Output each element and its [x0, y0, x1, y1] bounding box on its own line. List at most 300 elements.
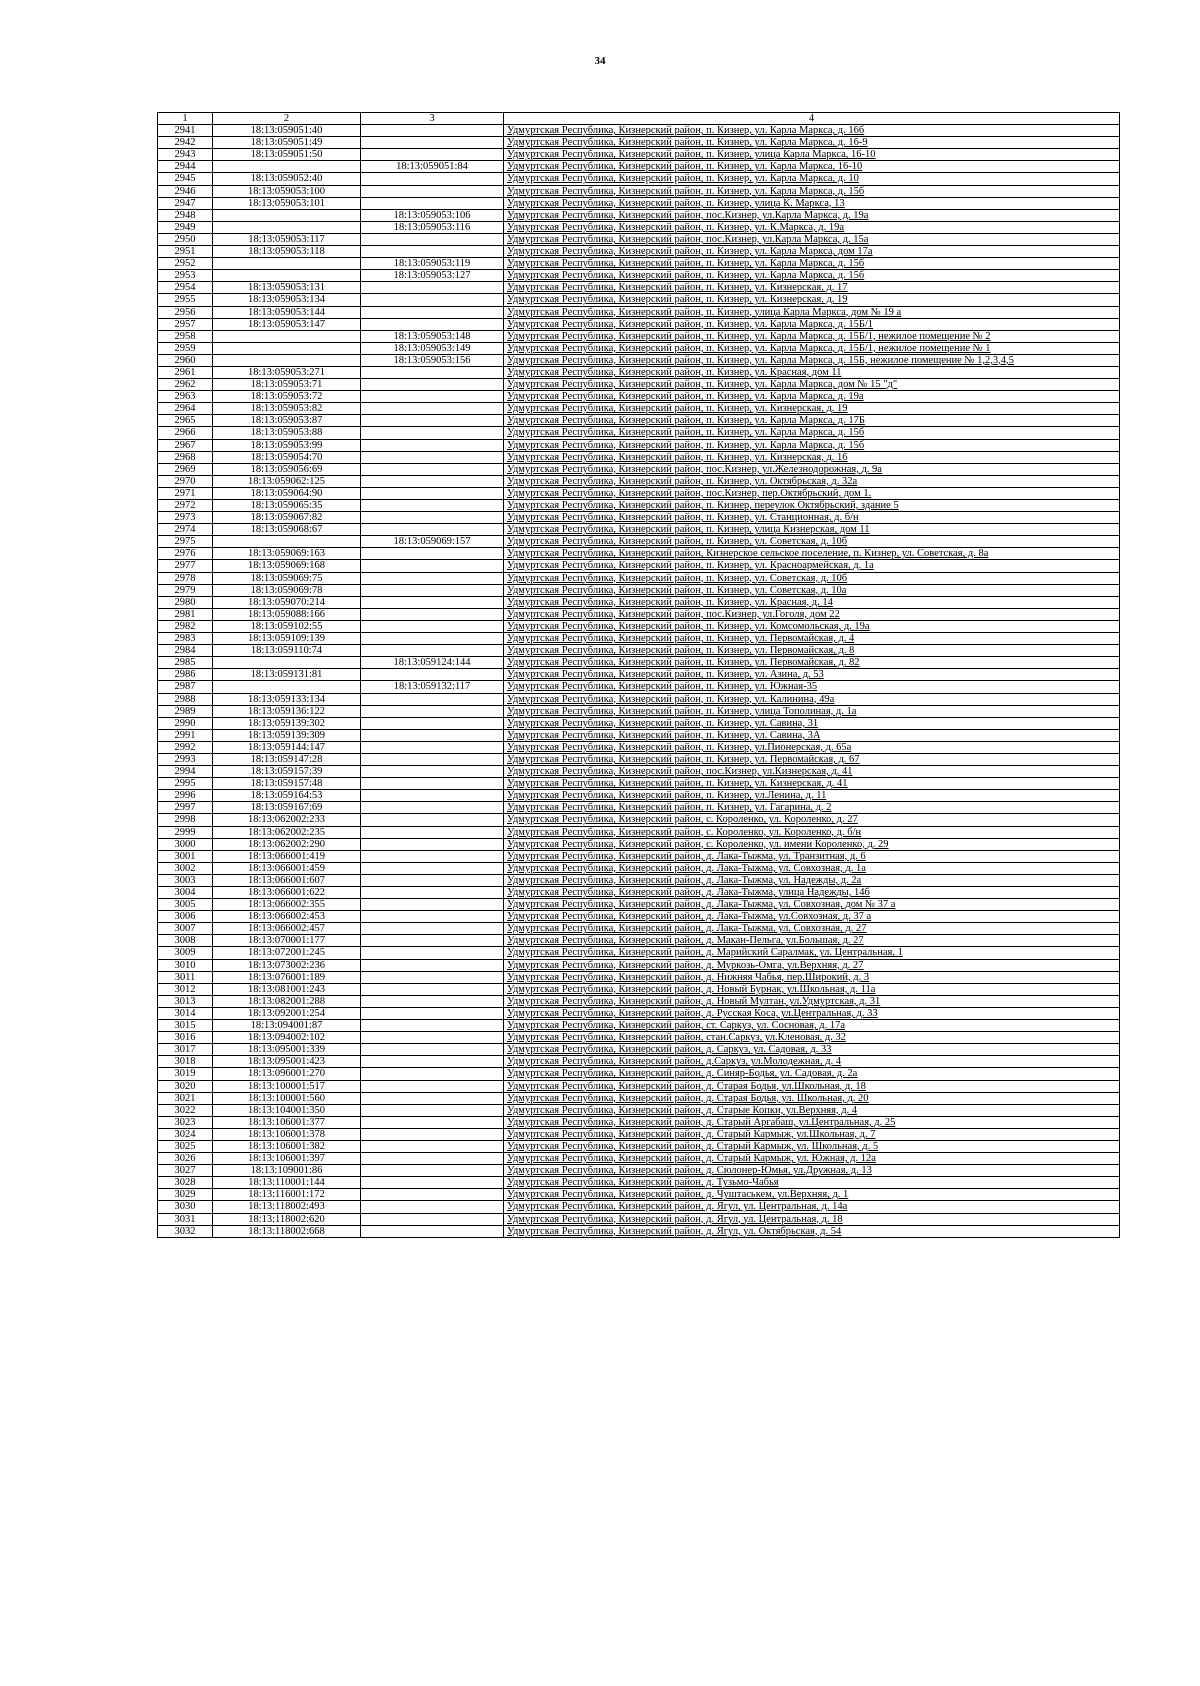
address-cell: Удмуртская Республика, Кизнерский район, д. Старая Бодья, ул. Школьная, д. 20	[504, 1092, 1120, 1104]
table-row	[158, 620, 1120, 632]
table-row	[158, 1104, 1120, 1116]
table-row	[158, 185, 1120, 197]
cadastral-number-cell: 18:13:096001:270	[213, 1068, 361, 1080]
row-number-cell: 2990	[158, 717, 213, 729]
cadastral-number-cell: 18:13:059053:99	[213, 439, 361, 451]
cadastral-number-cell: 18:13:062002:290	[213, 838, 361, 850]
row-number-cell: 2950	[158, 233, 213, 245]
cadastral-number-cell: 18:13:118002:493	[213, 1201, 361, 1213]
address-cell: Удмуртская Республика, Кизнерский район, д. Саркуз, ул. Садовая, д. 33	[504, 1044, 1120, 1056]
row-number-cell: 2997	[158, 802, 213, 814]
address-cell: Удмуртская Республика, Кизнерский район, п. Кизнер, улица Кизнерская, дом 11	[504, 524, 1120, 536]
address-cell: Удмуртская Республика, Кизнерский район, п. Кизнер, ул. Кизнерская, д. 16	[504, 451, 1120, 463]
cadastral-number-cell: 18:13:118002:620	[213, 1213, 361, 1225]
cadastral-number-cell: 18:13:059139:309	[213, 729, 361, 741]
address-cell: Удмуртская Республика, Кизнерский район, п. Кизнер, ул. Советская, д. 10а	[504, 584, 1120, 596]
row-number-cell: 2971	[158, 487, 213, 499]
address-cell: Удмуртская Республика, Кизнерский район, п. Кизнер, ул. Карла Маркса, д. 15б	[504, 439, 1120, 451]
address-cell: Удмуртская Республика, Кизнерский район, п. Кизнер, переулок Октябрьский, здание 5	[504, 500, 1120, 512]
cadastral-number-alt-cell	[361, 197, 504, 209]
row-number-cell: 2976	[158, 548, 213, 560]
row-number-cell: 2972	[158, 500, 213, 512]
cadastral-number-cell: 18:13:059139:302	[213, 717, 361, 729]
table-row	[158, 282, 1120, 294]
cadastral-number-cell: 18:13:066002:453	[213, 911, 361, 923]
row-number-cell: 2941	[158, 125, 213, 137]
cadastral-number-alt-cell	[361, 983, 504, 995]
table-row	[158, 415, 1120, 427]
cadastral-number-alt-cell	[361, 560, 504, 572]
cadastral-number-alt-cell	[361, 306, 504, 318]
table-row	[158, 608, 1120, 620]
row-number-cell: 2993	[158, 753, 213, 765]
address-cell: Удмуртская Республика, Кизнерский район, п. Кизнер, улица К. Маркса, 13	[504, 197, 1120, 209]
cadastral-number-cell: 18:13:104001:350	[213, 1104, 361, 1116]
cadastral-number-cell: 18:13:094002:102	[213, 1032, 361, 1044]
cadastral-number-alt-cell	[361, 246, 504, 258]
row-number-cell: 2999	[158, 826, 213, 838]
table-row	[158, 862, 1120, 874]
address-cell: Удмуртская Республика, Кизнерский район, п. Кизнер, ул. Советская, д. 10б	[504, 572, 1120, 584]
table-row	[158, 475, 1120, 487]
address-cell: Удмуртская Республика, Кизнерский район, п. Кизнер, ул. К.Маркса, д. 19а	[504, 221, 1120, 233]
cadastral-number-cell: 18:13:076001:189	[213, 971, 361, 983]
cadastral-number-alt-cell	[361, 584, 504, 596]
row-number-cell: 3020	[158, 1080, 213, 1092]
cadastral-number-cell: 18:13:092001:254	[213, 1007, 361, 1019]
table-row	[158, 427, 1120, 439]
table-row	[158, 633, 1120, 645]
table-row	[158, 584, 1120, 596]
cadastral-number-alt-cell	[361, 451, 504, 463]
table-row	[158, 1189, 1120, 1201]
row-number-cell: 2945	[158, 173, 213, 185]
cadastral-number-alt-cell	[361, 1201, 504, 1213]
table-row	[158, 1177, 1120, 1189]
cadastral-number-cell: 18:13:059147:28	[213, 753, 361, 765]
cadastral-number-alt-cell	[361, 887, 504, 899]
row-number-cell: 2966	[158, 427, 213, 439]
cadastral-number-cell	[213, 354, 361, 366]
cadastral-number-alt-cell	[361, 403, 504, 415]
address-cell: Удмуртская Республика, Кизнерский район, д. Макан-Пельга, ул.Большая, д. 27	[504, 935, 1120, 947]
cadastral-number-alt-cell	[361, 548, 504, 560]
row-number-cell: 3031	[158, 1213, 213, 1225]
row-number-cell: 2957	[158, 318, 213, 330]
table-row	[158, 729, 1120, 741]
cadastral-number-cell: 18:13:059056:69	[213, 463, 361, 475]
cadastral-number-alt-cell	[361, 826, 504, 838]
cadastral-number-cell: 18:13:059053:88	[213, 427, 361, 439]
address-cell: Удмуртская Республика, Кизнерский район, д. Синяр-Бодья, ул. Садовая, д. 2а	[504, 1068, 1120, 1080]
table-row	[158, 1044, 1120, 1056]
table-row	[158, 342, 1120, 354]
address-cell: Удмуртская Республика, Кизнерский район, п. Кизнер, ул.Пионерская, д. 65а	[504, 741, 1120, 753]
cadastral-number-alt-cell	[361, 669, 504, 681]
row-number-cell: 2960	[158, 354, 213, 366]
cadastral-number-cell: 18:13:100001:560	[213, 1092, 361, 1104]
address-cell: Удмуртская Республика, Кизнерский район, стан.Саркуз, ул.Кленовая, д. 32	[504, 1032, 1120, 1044]
table-body	[158, 125, 1120, 1238]
cadastral-number-cell: 18:13:059053:71	[213, 379, 361, 391]
cadastral-number-cell: 18:13:059053:100	[213, 185, 361, 197]
cadastral-number-alt-cell	[361, 790, 504, 802]
cadastral-number-cell: 18:13:059053:72	[213, 391, 361, 403]
cadastral-number-cell: 18:13:066002:457	[213, 923, 361, 935]
cadastral-number-cell: 18:13:106001:397	[213, 1153, 361, 1165]
address-cell: Удмуртская Республика, Кизнерский район, д. Чуштаськем, ул.Верхняя, д. 1	[504, 1189, 1120, 1201]
column-header-3: 3	[361, 113, 504, 125]
address-cell: Удмуртская Республика, Кизнерский район, д. Марийский Саралмак, ул. Центральная, 1	[504, 947, 1120, 959]
cadastral-number-cell: 18:13:059053:144	[213, 306, 361, 318]
cadastral-number-cell: 18:13:072001:245	[213, 947, 361, 959]
cadastral-number-cell: 18:13:059164:53	[213, 790, 361, 802]
row-number-cell: 3006	[158, 911, 213, 923]
cadastral-number-alt-cell	[361, 572, 504, 584]
table-row	[158, 572, 1120, 584]
table-row	[158, 596, 1120, 608]
cadastral-number-alt-cell	[361, 1020, 504, 1032]
row-number-cell: 2962	[158, 379, 213, 391]
row-number-cell: 2980	[158, 596, 213, 608]
row-number-cell: 2942	[158, 137, 213, 149]
address-cell: Удмуртская Республика, Кизнерский район, п. Кизнер, ул. Первомайская, д. 8	[504, 645, 1120, 657]
row-number-cell: 2943	[158, 149, 213, 161]
cadastral-number-cell: 18:13:059053:147	[213, 318, 361, 330]
address-cell: Удмуртская Республика, Кизнерский район, п. Кизнер, ул. Карла Маркса, д. 15б	[504, 270, 1120, 282]
cadastral-number-alt-cell	[361, 850, 504, 862]
cadastral-number-alt-cell: 18:13:059069:157	[361, 536, 504, 548]
address-cell: Удмуртская Республика, Кизнерский район, д. Тузьмо-Чабья	[504, 1177, 1120, 1189]
address-cell: Удмуртская Республика, Кизнерский район, д. Лака-Тыжма, ул. Совхозная, д. 1а	[504, 862, 1120, 874]
cadastral-number-cell: 18:13:059062:125	[213, 475, 361, 487]
cadastral-number-alt-cell	[361, 608, 504, 620]
table-row	[158, 161, 1120, 173]
table-row	[158, 657, 1120, 669]
row-number-cell: 2977	[158, 560, 213, 572]
cadastral-number-cell: 18:13:070001:177	[213, 935, 361, 947]
address-cell: Удмуртская Республика, Кизнерский район, д. Лака-Тыжма, ул.Совхозная, д. 37 а	[504, 911, 1120, 923]
address-cell: Удмуртская Республика, Кизнерский район, п. Кизнер, ул. Красноармейская, д. 1а	[504, 560, 1120, 572]
cadastral-number-alt-cell: 18:13:059053:116	[361, 221, 504, 233]
table-row	[158, 814, 1120, 826]
cadastral-number-alt-cell	[361, 874, 504, 886]
table-row	[158, 741, 1120, 753]
table-row	[158, 935, 1120, 947]
cadastral-number-alt-cell	[361, 899, 504, 911]
address-cell: Удмуртская Республика, Кизнерский район, с. Короленко, ул. имени Короленко, д. 29	[504, 838, 1120, 850]
cadastral-number-alt-cell	[361, 596, 504, 608]
address-cell: Удмуртская Республика, Кизнерский район, п. Кизнер, ул. Первомайская, д. 82	[504, 657, 1120, 669]
cadastral-number-alt-cell: 18:13:059053:119	[361, 258, 504, 270]
table-row	[158, 1007, 1120, 1019]
cadastral-number-alt-cell	[361, 814, 504, 826]
cadastral-number-alt-cell	[361, 923, 504, 935]
cadastral-number-cell: 18:13:059157:48	[213, 778, 361, 790]
cadastral-number-alt-cell	[361, 294, 504, 306]
row-number-cell: 3025	[158, 1140, 213, 1152]
row-number-cell: 3019	[158, 1068, 213, 1080]
cadastral-number-cell: 18:13:110001:144	[213, 1177, 361, 1189]
cadastral-number-cell: 18:13:059053:134	[213, 294, 361, 306]
cadastral-number-cell: 18:13:116001:172	[213, 1189, 361, 1201]
row-number-cell: 3012	[158, 983, 213, 995]
table-row	[158, 1056, 1120, 1068]
table-row	[158, 233, 1120, 245]
table-row	[158, 1140, 1120, 1152]
cadastral-number-cell: 18:13:094001:87	[213, 1020, 361, 1032]
table-row	[158, 125, 1120, 137]
cadastral-number-alt-cell	[361, 233, 504, 245]
row-number-cell: 2959	[158, 342, 213, 354]
row-number-cell: 2987	[158, 681, 213, 693]
table-row	[158, 1020, 1120, 1032]
cadastral-number-alt-cell	[361, 729, 504, 741]
row-number-cell: 2956	[158, 306, 213, 318]
address-cell: Удмуртская Республика, Кизнерский район, п. Кизнер, ул. Красная, д. 14	[504, 596, 1120, 608]
cadastral-number-cell: 18:13:059065:35	[213, 500, 361, 512]
address-cell: Удмуртская Республика, Кизнерский район, д. Сюлонер-Юмья, ул.Дружная, д. 13	[504, 1165, 1120, 1177]
row-number-cell: 2979	[158, 584, 213, 596]
row-number-cell: 3018	[158, 1056, 213, 1068]
row-number-cell: 2978	[158, 572, 213, 584]
cadastral-number-alt-cell	[361, 741, 504, 753]
address-cell: Удмуртская Республика, Кизнерский район, п. Кизнер, ул. Карла Маркса, д. 16б	[504, 125, 1120, 137]
cadastral-number-alt-cell	[361, 971, 504, 983]
cadastral-number-cell	[213, 681, 361, 693]
row-number-cell: 2994	[158, 766, 213, 778]
cadastral-number-cell: 18:13:106001:378	[213, 1128, 361, 1140]
row-number-cell: 2955	[158, 294, 213, 306]
table-row	[158, 1201, 1120, 1213]
row-number-cell: 2998	[158, 814, 213, 826]
cadastral-number-alt-cell	[361, 802, 504, 814]
address-cell: Удмуртская Республика, Кизнерский район, п. Кизнер, ул. Калинина, 49а	[504, 693, 1120, 705]
row-number-cell: 2970	[158, 475, 213, 487]
address-cell: Удмуртская Республика, Кизнерский район, п. Кизнер, ул. Комсомольская, д. 19а	[504, 620, 1120, 632]
row-number-cell: 3023	[158, 1116, 213, 1128]
table-row	[158, 802, 1120, 814]
address-cell: Удмуртская Республика, Кизнерский район, д. Ягул, ул. Центральная, д. 18	[504, 1213, 1120, 1225]
address-cell: Удмуртская Республика, Кизнерский район, д. Ягул, ул. Октябрьская, д. 54	[504, 1225, 1120, 1237]
row-number-cell: 2981	[158, 608, 213, 620]
address-cell: Удмуртская Республика, Кизнерский район, пос.Кизнер, ул.Железнодорожная, д. 9а	[504, 463, 1120, 475]
cadastral-number-alt-cell	[361, 1007, 504, 1019]
table-row	[158, 1080, 1120, 1092]
address-cell: Удмуртская Республика, Кизнерский район, д. Лака-Тыжма, улица Надежды, 14б	[504, 887, 1120, 899]
row-number-cell: 2961	[158, 366, 213, 378]
address-cell: Удмуртская Республика, Кизнерский район, пос.Кизнер, ул.Гоголя, дом 22	[504, 608, 1120, 620]
address-cell: Удмуртская Республика, Кизнерский район, п. Кизнер, ул. Карла Маркса, д. 15Б/1, нежилое помещение № 2	[504, 330, 1120, 342]
cadastral-number-alt-cell	[361, 911, 504, 923]
table-row	[158, 1128, 1120, 1140]
cadastral-number-alt-cell	[361, 1189, 504, 1201]
cadastral-number-cell: 18:13:059052:40	[213, 173, 361, 185]
table-row	[158, 693, 1120, 705]
row-number-cell: 2954	[158, 282, 213, 294]
address-cell: Удмуртская Республика, Кизнерский район, пос.Кизнер, пер.Октябрьский, дом 1.	[504, 487, 1120, 499]
table-row	[158, 258, 1120, 270]
row-number-cell: 2988	[158, 693, 213, 705]
table-row	[158, 899, 1120, 911]
table-row	[158, 149, 1120, 161]
cadastral-number-alt-cell	[361, 500, 504, 512]
cadastral-number-cell: 18:13:066001:622	[213, 887, 361, 899]
cadastral-number-alt-cell	[361, 379, 504, 391]
cadastral-number-alt-cell	[361, 645, 504, 657]
address-cell: Удмуртская Республика, Кизнерский район, д. Старый Кармыж, ул. Южная, д. 12а	[504, 1153, 1120, 1165]
address-cell: Удмуртская Республика, Кизнерский район, с. Короленко, ул. Короленко, д. б/н	[504, 826, 1120, 838]
cadastral-number-alt-cell	[361, 935, 504, 947]
row-number-cell: 2989	[158, 705, 213, 717]
table-row	[158, 874, 1120, 886]
address-cell: Удмуртская Республика, Кизнерский район, п. Кизнер, ул. Станционная, д. б/н	[504, 512, 1120, 524]
row-number-cell: 2991	[158, 729, 213, 741]
address-cell: Удмуртская Республика, Кизнерский район, д. Новый Мултан, ул.Удмуртская, д. 31	[504, 995, 1120, 1007]
cadastral-number-alt-cell	[361, 947, 504, 959]
cadastral-number-alt-cell: 18:13:059053:106	[361, 209, 504, 221]
cadastral-number-alt-cell	[361, 487, 504, 499]
address-cell: Удмуртская Республика, Кизнерский район, п. Кизнер, ул. Карла Маркса, д. 19а	[504, 391, 1120, 403]
address-cell: Удмуртская Республика, Кизнерский район, п. Кизнер, ул. Кизнерская, д. 19	[504, 403, 1120, 415]
cadastral-number-alt-cell	[361, 1225, 504, 1237]
row-number-cell: 3000	[158, 838, 213, 850]
cadastral-number-alt-cell	[361, 1068, 504, 1080]
address-cell: Удмуртская Республика, Кизнерский район, п. Кизнер, ул. Савина, 31	[504, 717, 1120, 729]
table-row	[158, 487, 1120, 499]
cadastral-number-alt-cell	[361, 125, 504, 137]
cadastral-number-cell: 18:13:066001:459	[213, 862, 361, 874]
cadastral-number-cell	[213, 657, 361, 669]
table-row	[158, 1032, 1120, 1044]
address-cell: Удмуртская Республика, Кизнерский район, д. Старые Копки, ул.Верхняя, д. 4	[504, 1104, 1120, 1116]
address-cell: Удмуртская Республика, Кизнерский район, п. Кизнер, ул.Ленина, д. 11	[504, 790, 1120, 802]
table-row	[158, 947, 1120, 959]
address-cell: Удмуртская Республика, Кизнерский район, д. Старый Кармыж, ул. Школьная, д. 5	[504, 1140, 1120, 1152]
table-row	[158, 500, 1120, 512]
cadastral-number-alt-cell: 18:13:059053:149	[361, 342, 504, 354]
cadastral-number-cell: 18:13:059136:122	[213, 705, 361, 717]
row-number-cell: 3032	[158, 1225, 213, 1237]
row-number-cell: 2944	[158, 161, 213, 173]
table-row	[158, 463, 1120, 475]
row-number-cell: 2949	[158, 221, 213, 233]
cadastral-number-alt-cell	[361, 282, 504, 294]
cadastral-number-cell: 18:13:059064:90	[213, 487, 361, 499]
table-row	[158, 1153, 1120, 1165]
cadastral-number-cell: 18:13:109001:86	[213, 1165, 361, 1177]
table-row	[158, 366, 1120, 378]
cadastral-number-alt-cell	[361, 1104, 504, 1116]
table-row	[158, 1213, 1120, 1225]
address-cell: Удмуртская Республика, Кизнерский район, п. Кизнер, ул. Карла Маркса, д. 15б	[504, 258, 1120, 270]
address-cell: Удмуртская Республика, Кизнерский район, д. Нижняя Чабья, пер.Широкий, д. 3	[504, 971, 1120, 983]
column-header-1: 1	[158, 113, 213, 125]
address-cell: Удмуртская Республика, Кизнерский район, п. Кизнер, улица Тополиная, д. 1а	[504, 705, 1120, 717]
address-cell: Удмуртская Республика, Кизнерский район, п. Кизнер, ул. Кизнерская, д. 41	[504, 778, 1120, 790]
table-row	[158, 548, 1120, 560]
table-row	[158, 560, 1120, 572]
row-number-cell: 2946	[158, 185, 213, 197]
cadastral-number-cell: 18:13:106001:382	[213, 1140, 361, 1152]
cadastral-number-cell: 18:13:059110:74	[213, 645, 361, 657]
cadastral-number-alt-cell	[361, 995, 504, 1007]
cadastral-number-cell: 18:13:059069:78	[213, 584, 361, 596]
table-row	[158, 318, 1120, 330]
row-number-cell: 2948	[158, 209, 213, 221]
table-row	[158, 1116, 1120, 1128]
cadastral-number-cell	[213, 221, 361, 233]
row-number-cell: 3027	[158, 1165, 213, 1177]
cadastral-number-alt-cell	[361, 753, 504, 765]
address-cell: Удмуртская Республика, Кизнерский район, д.Саркуз, ул.Молодежная, д. 4	[504, 1056, 1120, 1068]
cadastral-number-alt-cell	[361, 838, 504, 850]
cadastral-number-alt-cell	[361, 862, 504, 874]
row-number-cell: 2951	[158, 246, 213, 258]
cadastral-number-cell: 18:13:059054:70	[213, 451, 361, 463]
address-cell: Удмуртская Республика, Кизнерский район, п. Кизнер, ул. Карла Маркса, 16-10	[504, 161, 1120, 173]
cadastral-number-cell: 18:13:062002:233	[213, 814, 361, 826]
table-row	[158, 1165, 1120, 1177]
row-number-cell: 3022	[158, 1104, 213, 1116]
table-row	[158, 923, 1120, 935]
row-number-cell: 2964	[158, 403, 213, 415]
table-row	[158, 354, 1120, 366]
table-row	[158, 753, 1120, 765]
row-number-cell: 3002	[158, 862, 213, 874]
cadastral-number-cell	[213, 209, 361, 221]
table-row	[158, 778, 1120, 790]
table-row	[158, 246, 1120, 258]
cadastral-number-cell	[213, 258, 361, 270]
address-cell: Удмуртская Республика, Кизнерский район, п. Кизнер, ул. Первомайская, д. 67	[504, 753, 1120, 765]
cadastral-number-cell: 18:13:059167:69	[213, 802, 361, 814]
page-number: 34	[594, 55, 606, 67]
address-cell: Удмуртская Республика, Кизнерский район, п. Кизнер, ул. Савина, 3А	[504, 729, 1120, 741]
table-row	[158, 379, 1120, 391]
cadastral-number-alt-cell	[361, 633, 504, 645]
table-row	[158, 790, 1120, 802]
address-cell: Удмуртская Республика, Кизнерский район, п. Кизнер, ул. Карла Маркса, д. 15Б/1, нежилое помещение № 1	[504, 342, 1120, 354]
cadastral-number-cell: 18:13:059109:139	[213, 633, 361, 645]
cadastral-number-alt-cell	[361, 366, 504, 378]
table-row	[158, 209, 1120, 221]
table-row	[158, 681, 1120, 693]
table-row	[158, 983, 1120, 995]
row-number-cell: 3013	[158, 995, 213, 1007]
cadastral-number-cell: 18:13:095001:423	[213, 1056, 361, 1068]
row-number-cell: 3021	[158, 1092, 213, 1104]
cadastral-number-cell: 18:13:066001:607	[213, 874, 361, 886]
cadastral-number-alt-cell	[361, 766, 504, 778]
cadastral-number-cell: 18:13:059069:163	[213, 548, 361, 560]
cadastral-number-alt-cell	[361, 1140, 504, 1152]
cadastral-number-cell: 18:13:059144:147	[213, 741, 361, 753]
row-number-cell: 3015	[158, 1020, 213, 1032]
cadastral-number-alt-cell	[361, 1080, 504, 1092]
table-row	[158, 717, 1120, 729]
cadastral-number-cell: 18:13:066002:355	[213, 899, 361, 911]
cadastral-number-alt-cell	[361, 1032, 504, 1044]
address-cell: Удмуртская Республика, Кизнерский район, п. Кизнер, ул. Советская, д. 10б	[504, 536, 1120, 548]
cadastral-number-alt-cell	[361, 524, 504, 536]
row-number-cell: 2984	[158, 645, 213, 657]
table-row	[158, 669, 1120, 681]
cadastral-number-cell	[213, 161, 361, 173]
cadastral-number-alt-cell	[361, 318, 504, 330]
cadastral-number-cell: 18:13:081001:243	[213, 983, 361, 995]
cadastral-number-cell	[213, 270, 361, 282]
